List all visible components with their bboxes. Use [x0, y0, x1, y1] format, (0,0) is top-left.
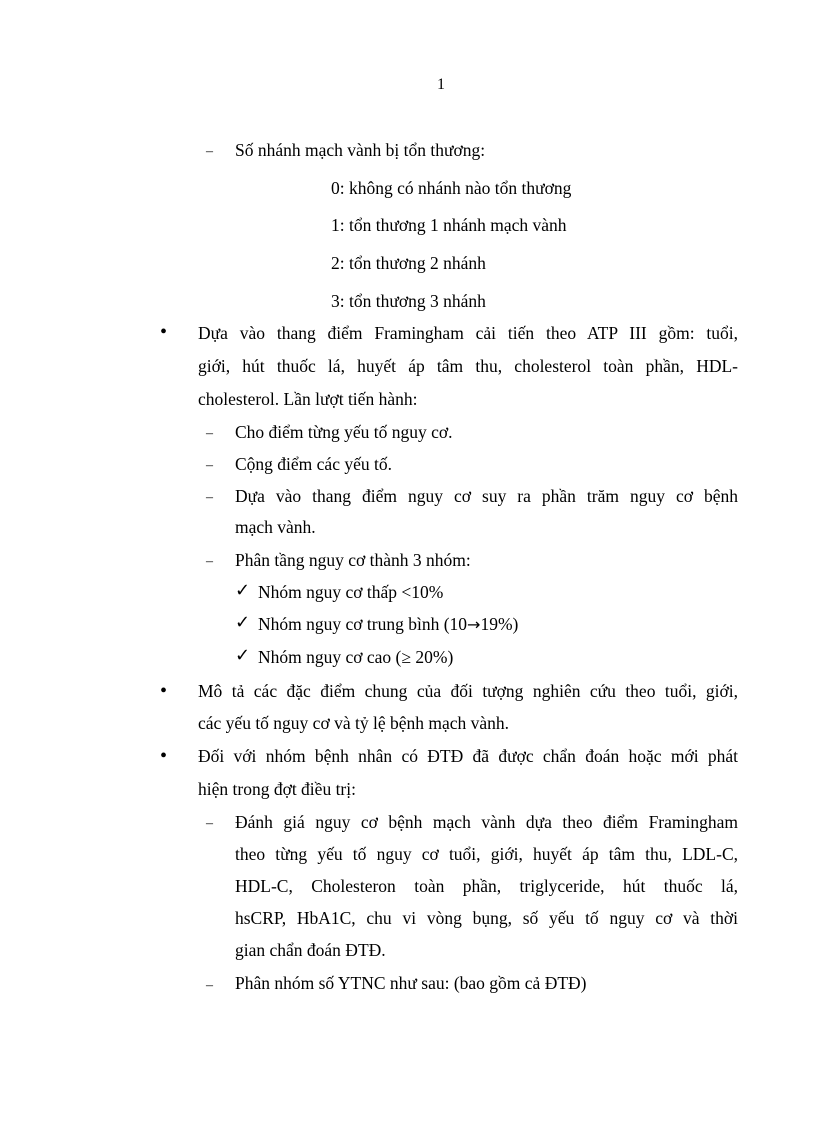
sub-item-line: gian chẩn đoán ĐTĐ.	[235, 940, 386, 960]
paragraph-line: cholesterol. Lần lượt tiến hành:	[198, 389, 418, 409]
step-item: Dựa vào thang điểm nguy cơ suy ra phần trăm nguy cơ bệnh	[235, 486, 738, 506]
bullet-marker: •	[160, 745, 168, 767]
dash-marker: ‒	[206, 816, 213, 831]
dash-marker: ‒	[206, 554, 213, 569]
group-high: Nhóm nguy cơ cao (≥ 20%)	[258, 647, 454, 667]
step-item: Cộng điểm các yếu tố.	[235, 454, 392, 474]
step-item-cont: mạch vành.	[235, 517, 316, 537]
dash-marker: ‒	[206, 490, 213, 505]
bullet-marker: •	[160, 321, 168, 343]
group-mid-suffix: 19%)	[480, 614, 519, 634]
dash-marker: ‒	[206, 458, 213, 473]
level-0: 0: không có nhánh nào tổn thương	[331, 178, 572, 198]
paragraph-line: Mô tả các đặc điểm chung của đối tượng nghiên cứu theo tuổi, giới,	[198, 681, 738, 701]
dash-marker: ‒	[206, 144, 213, 159]
paragraph-line: hiện trong đợt điều trị:	[198, 779, 356, 799]
dash-marker: ‒	[206, 978, 213, 993]
sub-item: Phân nhóm số YTNC như sau: (bao gồm cả ĐTĐ)	[235, 973, 587, 993]
section-title: Số nhánh mạch vành bị tổn thương:	[235, 140, 486, 160]
paragraph-line: Đối với nhóm bệnh nhân có ĐTĐ đã được chẩn đoán hoặc mới phát	[198, 746, 738, 766]
check-icon: ✓	[235, 580, 251, 601]
sub-item-line: theo từng yếu tố nguy cơ tuổi, giới, huyết áp tâm thu, LDL-C,	[235, 844, 738, 864]
step-item: Cho điểm từng yếu tố nguy cơ.	[235, 422, 453, 442]
check-icon: ✓	[235, 645, 251, 666]
group-low: Nhóm nguy cơ thấp <10%	[258, 582, 444, 602]
sub-item-line: hsCRP, HbA1C, chu vi vòng bụng, số yếu tố nguy cơ và thời	[235, 908, 738, 928]
paragraph-line: Dựa vào thang điểm Framingham cải tiến theo ATP III gồm: tuổi,	[198, 323, 738, 343]
arrow-right-icon: →	[467, 615, 481, 634]
page-number: 1	[437, 76, 445, 93]
level-2: 2: tổn thương 2 nhánh	[331, 253, 486, 273]
step-item: Phân tầng nguy cơ thành 3 nhóm:	[235, 550, 471, 570]
group-mid-prefix: Nhóm nguy cơ trung bình (10	[258, 614, 468, 634]
group-mid	[258, 613, 518, 636]
paragraph-line: các yếu tố nguy cơ và tỷ lệ bệnh mạch vành.	[198, 713, 510, 733]
check-icon: ✓	[235, 612, 251, 633]
sub-item-line: Đánh giá nguy cơ bệnh mạch vành dựa theo điểm Framingham	[235, 812, 738, 832]
sub-item-line: HDL-C, Cholesteron toàn phần, triglyceride, hút thuốc lá,	[235, 876, 738, 896]
paragraph-line: giới, hút thuốc lá, huyết áp tâm thu, cholesterol toàn phần, HDL-	[198, 356, 738, 376]
dash-marker: ‒	[206, 426, 213, 441]
level-3: 3: tổn thương 3 nhánh	[331, 291, 486, 311]
bullet-marker: •	[160, 680, 168, 702]
level-1: 1: tổn thương 1 nhánh mạch vành	[331, 215, 567, 235]
